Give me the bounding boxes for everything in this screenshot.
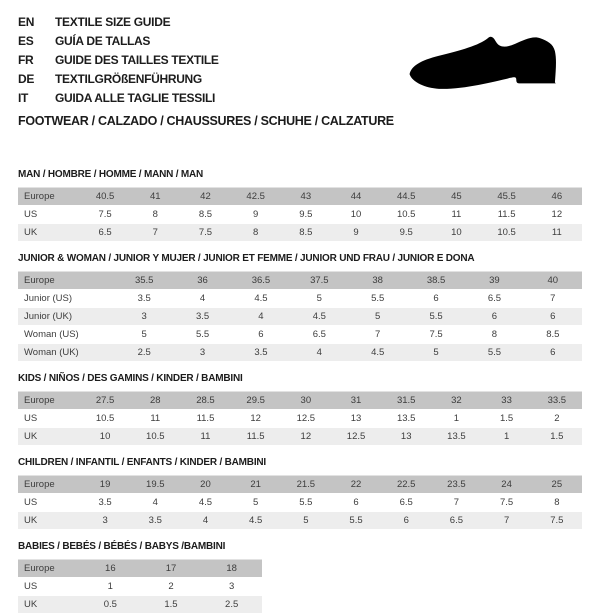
table-header-row — [18, 560, 262, 578]
size-value-cell: 42 — [180, 188, 230, 206]
size-value-cell: 39 — [465, 272, 523, 290]
size-value-cell: 7.5 — [180, 224, 230, 242]
size-value-cell: 4.5 — [349, 344, 407, 362]
row-label-cell: Junior (UK) — [18, 308, 115, 326]
size-value-cell: 40.5 — [80, 188, 130, 206]
size-value-cell: 11 — [431, 206, 481, 224]
size-value-cell: 24 — [482, 476, 532, 494]
size-table-section — [18, 252, 582, 362]
size-value-cell: 8.5 — [524, 326, 582, 344]
size-value-cell: 7 — [482, 512, 532, 530]
size-value-cell: 6.5 — [381, 494, 431, 512]
size-value-cell: 38.5 — [407, 272, 465, 290]
size-value-cell: 19 — [80, 476, 130, 494]
size-value-cell: 6 — [465, 308, 523, 326]
size-value-cell: 18 — [201, 560, 262, 578]
size-value-cell: 17 — [141, 560, 202, 578]
row-label-cell: US — [18, 410, 80, 428]
size-table — [18, 475, 582, 530]
size-value-cell: 16 — [80, 560, 141, 578]
size-value-cell: 3.5 — [232, 344, 290, 362]
size-value-cell: 8 — [532, 494, 582, 512]
table-row — [18, 410, 582, 428]
size-value-cell: 5.5 — [281, 494, 331, 512]
table-row — [18, 344, 582, 362]
size-value-cell: 9 — [331, 224, 381, 242]
size-value-cell: 35.5 — [115, 272, 173, 290]
size-table-title: BABIES / BEBÉS / BÉBÉS / BABYS /BAMBINI — [18, 541, 226, 552]
size-value-cell: 45 — [431, 188, 481, 206]
size-value-cell: 6.5 — [465, 290, 523, 308]
size-value-cell: 10 — [431, 224, 481, 242]
size-value-cell: 3 — [80, 512, 130, 530]
size-value-cell: 22.5 — [381, 476, 431, 494]
size-value-cell: 10.5 — [482, 224, 532, 242]
shoe-silhouette-path — [410, 37, 556, 89]
size-value-cell: 3.5 — [80, 494, 130, 512]
size-table-section — [18, 456, 582, 530]
row-label-cell: US — [18, 578, 80, 596]
size-table-title: JUNIOR & WOMAN / JUNIOR Y MUJER / JUNIOR ET FEMME / JUNIOR UND FRAU / JUNIOR E DONA — [18, 253, 475, 264]
size-value-cell: 7.5 — [532, 512, 582, 530]
row-label-cell: UK — [18, 512, 80, 530]
size-table — [18, 271, 582, 362]
size-value-cell: 25 — [532, 476, 582, 494]
size-value-cell: 44.5 — [381, 188, 431, 206]
category-heading: FOOTWEAR / CALZADO / CHAUSSURES / SCHUHE / CALZATURE — [18, 114, 394, 128]
size-value-cell: 5.5 — [349, 290, 407, 308]
size-value-cell: 36 — [173, 272, 231, 290]
row-label-cell: Woman (UK) — [18, 344, 115, 362]
language-code: DE — [18, 72, 35, 86]
table-row — [18, 596, 262, 614]
size-value-cell: 5 — [231, 494, 281, 512]
row-label-cell: Junior (US) — [18, 290, 115, 308]
size-value-cell: 9.5 — [381, 224, 431, 242]
size-value-cell: 4 — [180, 512, 230, 530]
size-value-cell: 4.5 — [290, 308, 348, 326]
size-value-cell: 31.5 — [381, 392, 431, 410]
size-value-cell: 22 — [331, 476, 381, 494]
size-value-cell: 1.5 — [532, 428, 582, 446]
size-value-cell: 20 — [180, 476, 230, 494]
row-label-cell: US — [18, 206, 80, 224]
table-row — [18, 308, 582, 326]
size-table-section — [18, 540, 582, 614]
row-label-cell: Europe — [18, 476, 80, 494]
size-value-cell: 43 — [281, 188, 331, 206]
size-value-cell: 4 — [290, 344, 348, 362]
language-title: GUIDE DES TAILLES TEXTILE — [55, 53, 219, 67]
language-title: GUIDA ALLE TAGLIE TESSILI — [55, 91, 216, 105]
table-row — [18, 494, 582, 512]
size-value-cell: 10 — [80, 428, 130, 446]
row-label-cell: Europe — [18, 560, 80, 578]
size-table — [18, 559, 262, 614]
table-row — [18, 578, 262, 596]
language-title: TEXTILE SIZE GUIDE — [55, 15, 171, 29]
table-row — [18, 224, 582, 242]
size-value-cell: 2.5 — [201, 596, 262, 614]
size-value-cell: 5.5 — [407, 308, 465, 326]
row-label-cell: US — [18, 494, 80, 512]
size-value-cell: 6 — [381, 512, 431, 530]
size-value-cell: 9 — [231, 206, 281, 224]
size-value-cell: 1.5 — [141, 596, 202, 614]
size-value-cell: 41 — [130, 188, 180, 206]
size-value-cell: 11.5 — [482, 206, 532, 224]
size-value-cell: 8 — [130, 206, 180, 224]
size-value-cell: 13.5 — [381, 410, 431, 428]
size-value-cell: 6 — [407, 290, 465, 308]
size-table-section — [18, 372, 582, 446]
size-table-section — [18, 168, 582, 242]
size-value-cell: 6 — [331, 494, 381, 512]
size-value-cell: 5 — [281, 512, 331, 530]
size-value-cell: 11 — [532, 224, 582, 242]
size-value-cell: 12.5 — [281, 410, 331, 428]
size-value-cell: 11.5 — [231, 428, 281, 446]
table-row — [18, 428, 582, 446]
table-row — [18, 206, 582, 224]
size-value-cell: 29.5 — [231, 392, 281, 410]
size-value-cell: 12 — [281, 428, 331, 446]
size-value-cell: 6.5 — [431, 512, 481, 530]
size-value-cell: 4.5 — [232, 290, 290, 308]
size-value-cell: 12 — [532, 206, 582, 224]
size-value-cell: 7 — [349, 326, 407, 344]
table-header-row — [18, 188, 582, 206]
size-table-title: MAN / HOMBRE / HOMME / MANN / MAN — [18, 169, 204, 180]
size-value-cell: 46 — [532, 188, 582, 206]
size-value-cell: 28.5 — [180, 392, 230, 410]
size-value-cell: 3.5 — [115, 290, 173, 308]
size-value-cell: 10.5 — [80, 410, 130, 428]
size-table — [18, 187, 582, 242]
size-value-cell: 6.5 — [80, 224, 130, 242]
size-value-cell: 4.5 — [180, 494, 230, 512]
size-value-cell: 13 — [381, 428, 431, 446]
size-value-cell: 4.5 — [231, 512, 281, 530]
size-value-cell: 33 — [482, 392, 532, 410]
size-value-cell: 11 — [130, 410, 180, 428]
size-value-cell: 7 — [431, 494, 481, 512]
size-value-cell: 19.5 — [130, 476, 180, 494]
size-value-cell: 38 — [349, 272, 407, 290]
size-value-cell: 7 — [524, 290, 582, 308]
size-value-cell: 44 — [331, 188, 381, 206]
size-value-cell: 9.5 — [281, 206, 331, 224]
row-label-cell: Europe — [18, 392, 80, 410]
size-value-cell: 5 — [349, 308, 407, 326]
size-value-cell: 3.5 — [130, 512, 180, 530]
size-value-cell: 6 — [232, 326, 290, 344]
size-value-cell: 11.5 — [180, 410, 230, 428]
size-value-cell: 45.5 — [482, 188, 532, 206]
size-value-cell: 8.5 — [180, 206, 230, 224]
size-value-cell: 1 — [431, 410, 481, 428]
size-value-cell: 5 — [115, 326, 173, 344]
size-value-cell: 42.5 — [231, 188, 281, 206]
size-table — [18, 391, 582, 446]
size-tables — [18, 168, 582, 614]
size-value-cell: 1.5 — [482, 410, 532, 428]
size-value-cell: 2 — [532, 410, 582, 428]
size-value-cell: 3.5 — [173, 308, 231, 326]
size-value-cell: 1 — [482, 428, 532, 446]
size-value-cell: 1 — [80, 578, 141, 596]
size-value-cell: 12 — [231, 410, 281, 428]
size-value-cell: 5 — [290, 290, 348, 308]
size-value-cell: 31 — [331, 392, 381, 410]
language-title: TEXTILGRÖßENFÜHRUNG — [55, 72, 202, 86]
table-header-row — [18, 476, 582, 494]
size-value-cell: 27.5 — [80, 392, 130, 410]
size-value-cell: 7 — [130, 224, 180, 242]
size-table-title: CHILDREN / INFANTIL / ENFANTS / KINDER / BAMBINI — [18, 457, 266, 468]
size-value-cell: 6.5 — [290, 326, 348, 344]
size-value-cell: 3 — [201, 578, 262, 596]
language-code: FR — [18, 53, 34, 67]
size-value-cell: 5.5 — [173, 326, 231, 344]
size-value-cell: 36.5 — [232, 272, 290, 290]
language-code: EN — [18, 15, 35, 29]
size-table-title: KIDS / NIÑOS / DES GAMINS / KINDER / BAMBINI — [18, 373, 243, 384]
size-value-cell: 30 — [281, 392, 331, 410]
size-value-cell: 2 — [141, 578, 202, 596]
size-value-cell: 2.5 — [115, 344, 173, 362]
size-value-cell: 33.5 — [532, 392, 582, 410]
size-value-cell: 8 — [231, 224, 281, 242]
size-value-cell: 13.5 — [431, 428, 481, 446]
row-label-cell: UK — [18, 224, 80, 242]
row-label-cell: UK — [18, 428, 80, 446]
size-value-cell: 10.5 — [381, 206, 431, 224]
table-header-row — [18, 272, 582, 290]
size-value-cell: 37.5 — [290, 272, 348, 290]
size-value-cell: 13 — [331, 410, 381, 428]
row-label-cell: Europe — [18, 188, 80, 206]
row-label-cell: UK — [18, 596, 80, 614]
size-value-cell: 10.5 — [130, 428, 180, 446]
size-value-cell: 5.5 — [465, 344, 523, 362]
size-value-cell: 5 — [407, 344, 465, 362]
size-value-cell: 28 — [130, 392, 180, 410]
size-value-cell: 21 — [231, 476, 281, 494]
row-label-cell: Woman (US) — [18, 326, 115, 344]
table-row — [18, 290, 582, 308]
size-value-cell: 32 — [431, 392, 481, 410]
size-value-cell: 8.5 — [281, 224, 331, 242]
size-value-cell: 6 — [524, 344, 582, 362]
row-label-cell: Europe — [18, 272, 115, 290]
size-value-cell: 23.5 — [431, 476, 481, 494]
size-value-cell: 0.5 — [80, 596, 141, 614]
size-value-cell: 4 — [232, 308, 290, 326]
size-value-cell: 7.5 — [482, 494, 532, 512]
size-value-cell: 7.5 — [407, 326, 465, 344]
language-code: ES — [18, 34, 34, 48]
table-row — [18, 326, 582, 344]
size-value-cell: 4 — [173, 290, 231, 308]
language-title: GUÍA DE TALLAS — [55, 34, 151, 48]
size-value-cell: 21.5 — [281, 476, 331, 494]
size-value-cell: 3 — [173, 344, 231, 362]
language-code: IT — [18, 91, 29, 105]
size-value-cell: 4 — [130, 494, 180, 512]
size-value-cell: 7.5 — [80, 206, 130, 224]
size-value-cell: 12.5 — [331, 428, 381, 446]
size-value-cell: 8 — [465, 326, 523, 344]
table-row — [18, 512, 582, 530]
size-value-cell: 6 — [524, 308, 582, 326]
size-value-cell: 11 — [180, 428, 230, 446]
table-header-row — [18, 392, 582, 410]
shoe-icon — [393, 18, 577, 110]
size-value-cell: 40 — [524, 272, 582, 290]
size-value-cell: 10 — [331, 206, 381, 224]
size-value-cell: 5.5 — [331, 512, 381, 530]
size-value-cell: 3 — [115, 308, 173, 326]
